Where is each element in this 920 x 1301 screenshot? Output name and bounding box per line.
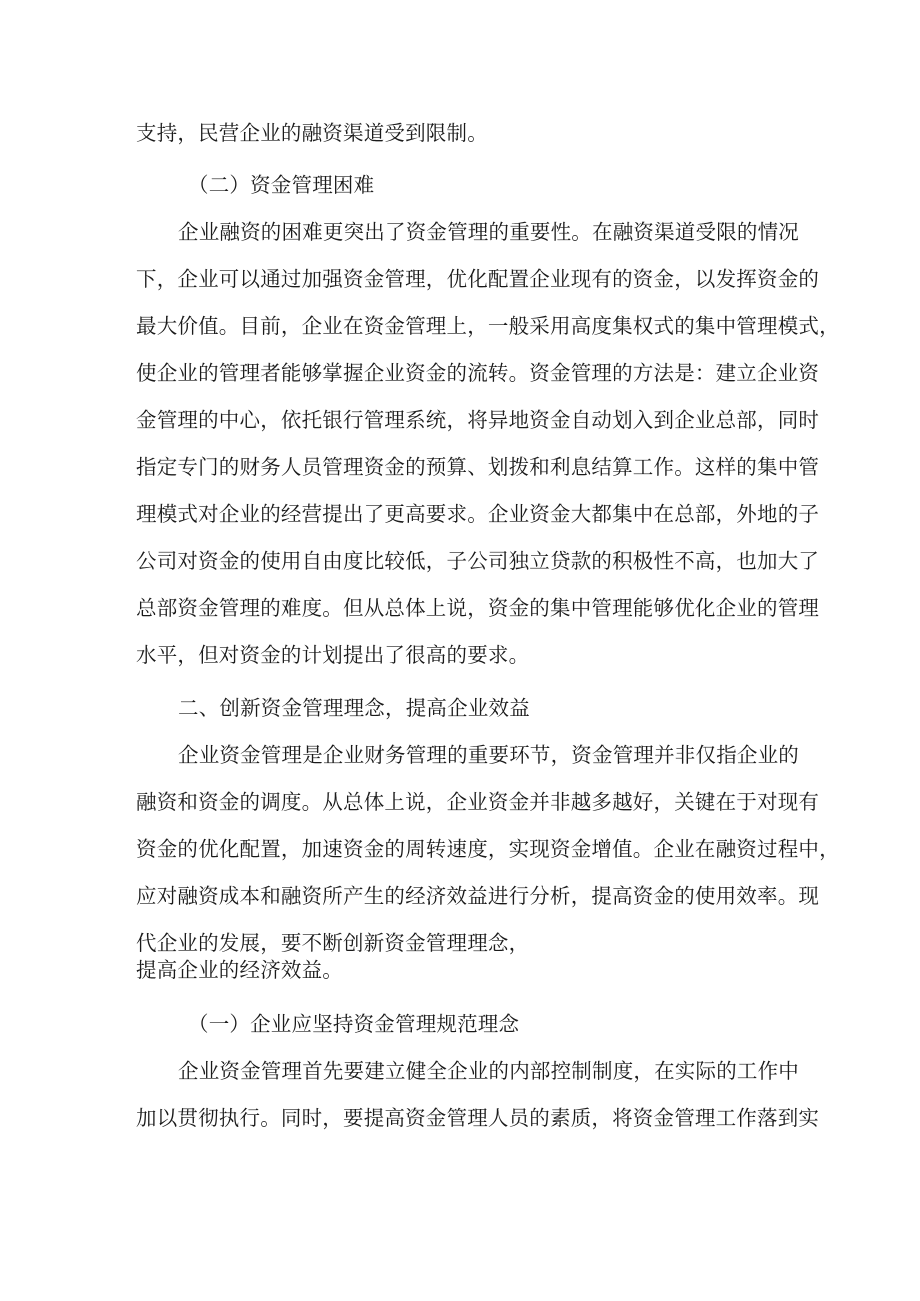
paragraph-line: 公司对资金的使用自由度比较低，子公司独立贷款的积极性不高，也加大了 xyxy=(136,549,820,573)
paragraph-line: 企业资金管理首先要建立健全企业的内部控制制度，在实际的工作中 xyxy=(178,1059,799,1083)
paragraph-line: 资金的优化配置，加速资金的周转速度，实现资金增值。企业在融资过程中， xyxy=(136,837,840,861)
paragraph-line: 支持，民营企业的融资渠道受到限制。 xyxy=(136,121,488,145)
paragraph-line: 代企业的发展，要不断创新资金管理理念， xyxy=(136,931,530,955)
paragraph-line: 下，企业可以通过加强资金管理，优化配置企业现有的资金，以发挥资金的 xyxy=(136,267,820,291)
paragraph-line: 使企业的管理者能够掌握企业资金的流转。资金管理的方法是：建立企业资 xyxy=(136,361,820,385)
paragraph-line: 融资和资金的调度。从总体上说，企业资金并非越多越好，关键在于对现有 xyxy=(136,790,820,814)
section-heading: （一）企业应坚持资金管理规范理念 xyxy=(188,1012,520,1036)
paragraph-line: 提高企业的经济效益。 xyxy=(136,958,343,982)
paragraph-line: 总部资金管理的难度。但从总体上说，资金的集中管理能够优化企业的管理 xyxy=(136,596,820,620)
paragraph-line: 企业资金管理是企业财务管理的重要环节，资金管理并非仅指企业的 xyxy=(178,743,799,767)
paragraph-line: 理模式对企业的经营提出了更高要求。企业资金大都集中在总部，外地的子 xyxy=(136,502,820,526)
section-heading: （二）资金管理困难 xyxy=(188,173,375,197)
paragraph-line: 应对融资成本和融资所产生的经济效益进行分析，提高资金的使用效率。现 xyxy=(136,884,820,908)
paragraph-line: 最大价值。目前，企业在资金管理上，一般采用高度集权式的集中管理模式， xyxy=(136,314,840,338)
section-heading: 二、创新资金管理理念，提高企业效益 xyxy=(178,696,530,720)
paragraph-line: 企业融资的困难更突出了资金管理的重要性。在融资渠道受限的情况 xyxy=(178,220,799,244)
paragraph-line: 指定专门的财务人员管理资金的预算、划拨和利息结算工作。这样的集中管 xyxy=(136,455,820,479)
paragraph-line: 加以贯彻执行。同时，要提高资金管理人员的素质，将资金管理工作落到实 xyxy=(136,1106,820,1130)
paragraph-line: 金管理的中心，依托银行管理系统，将异地资金自动划入到企业总部，同时 xyxy=(136,408,820,432)
paragraph-line: 水平，但对资金的计划提出了很高的要求。 xyxy=(136,643,530,667)
